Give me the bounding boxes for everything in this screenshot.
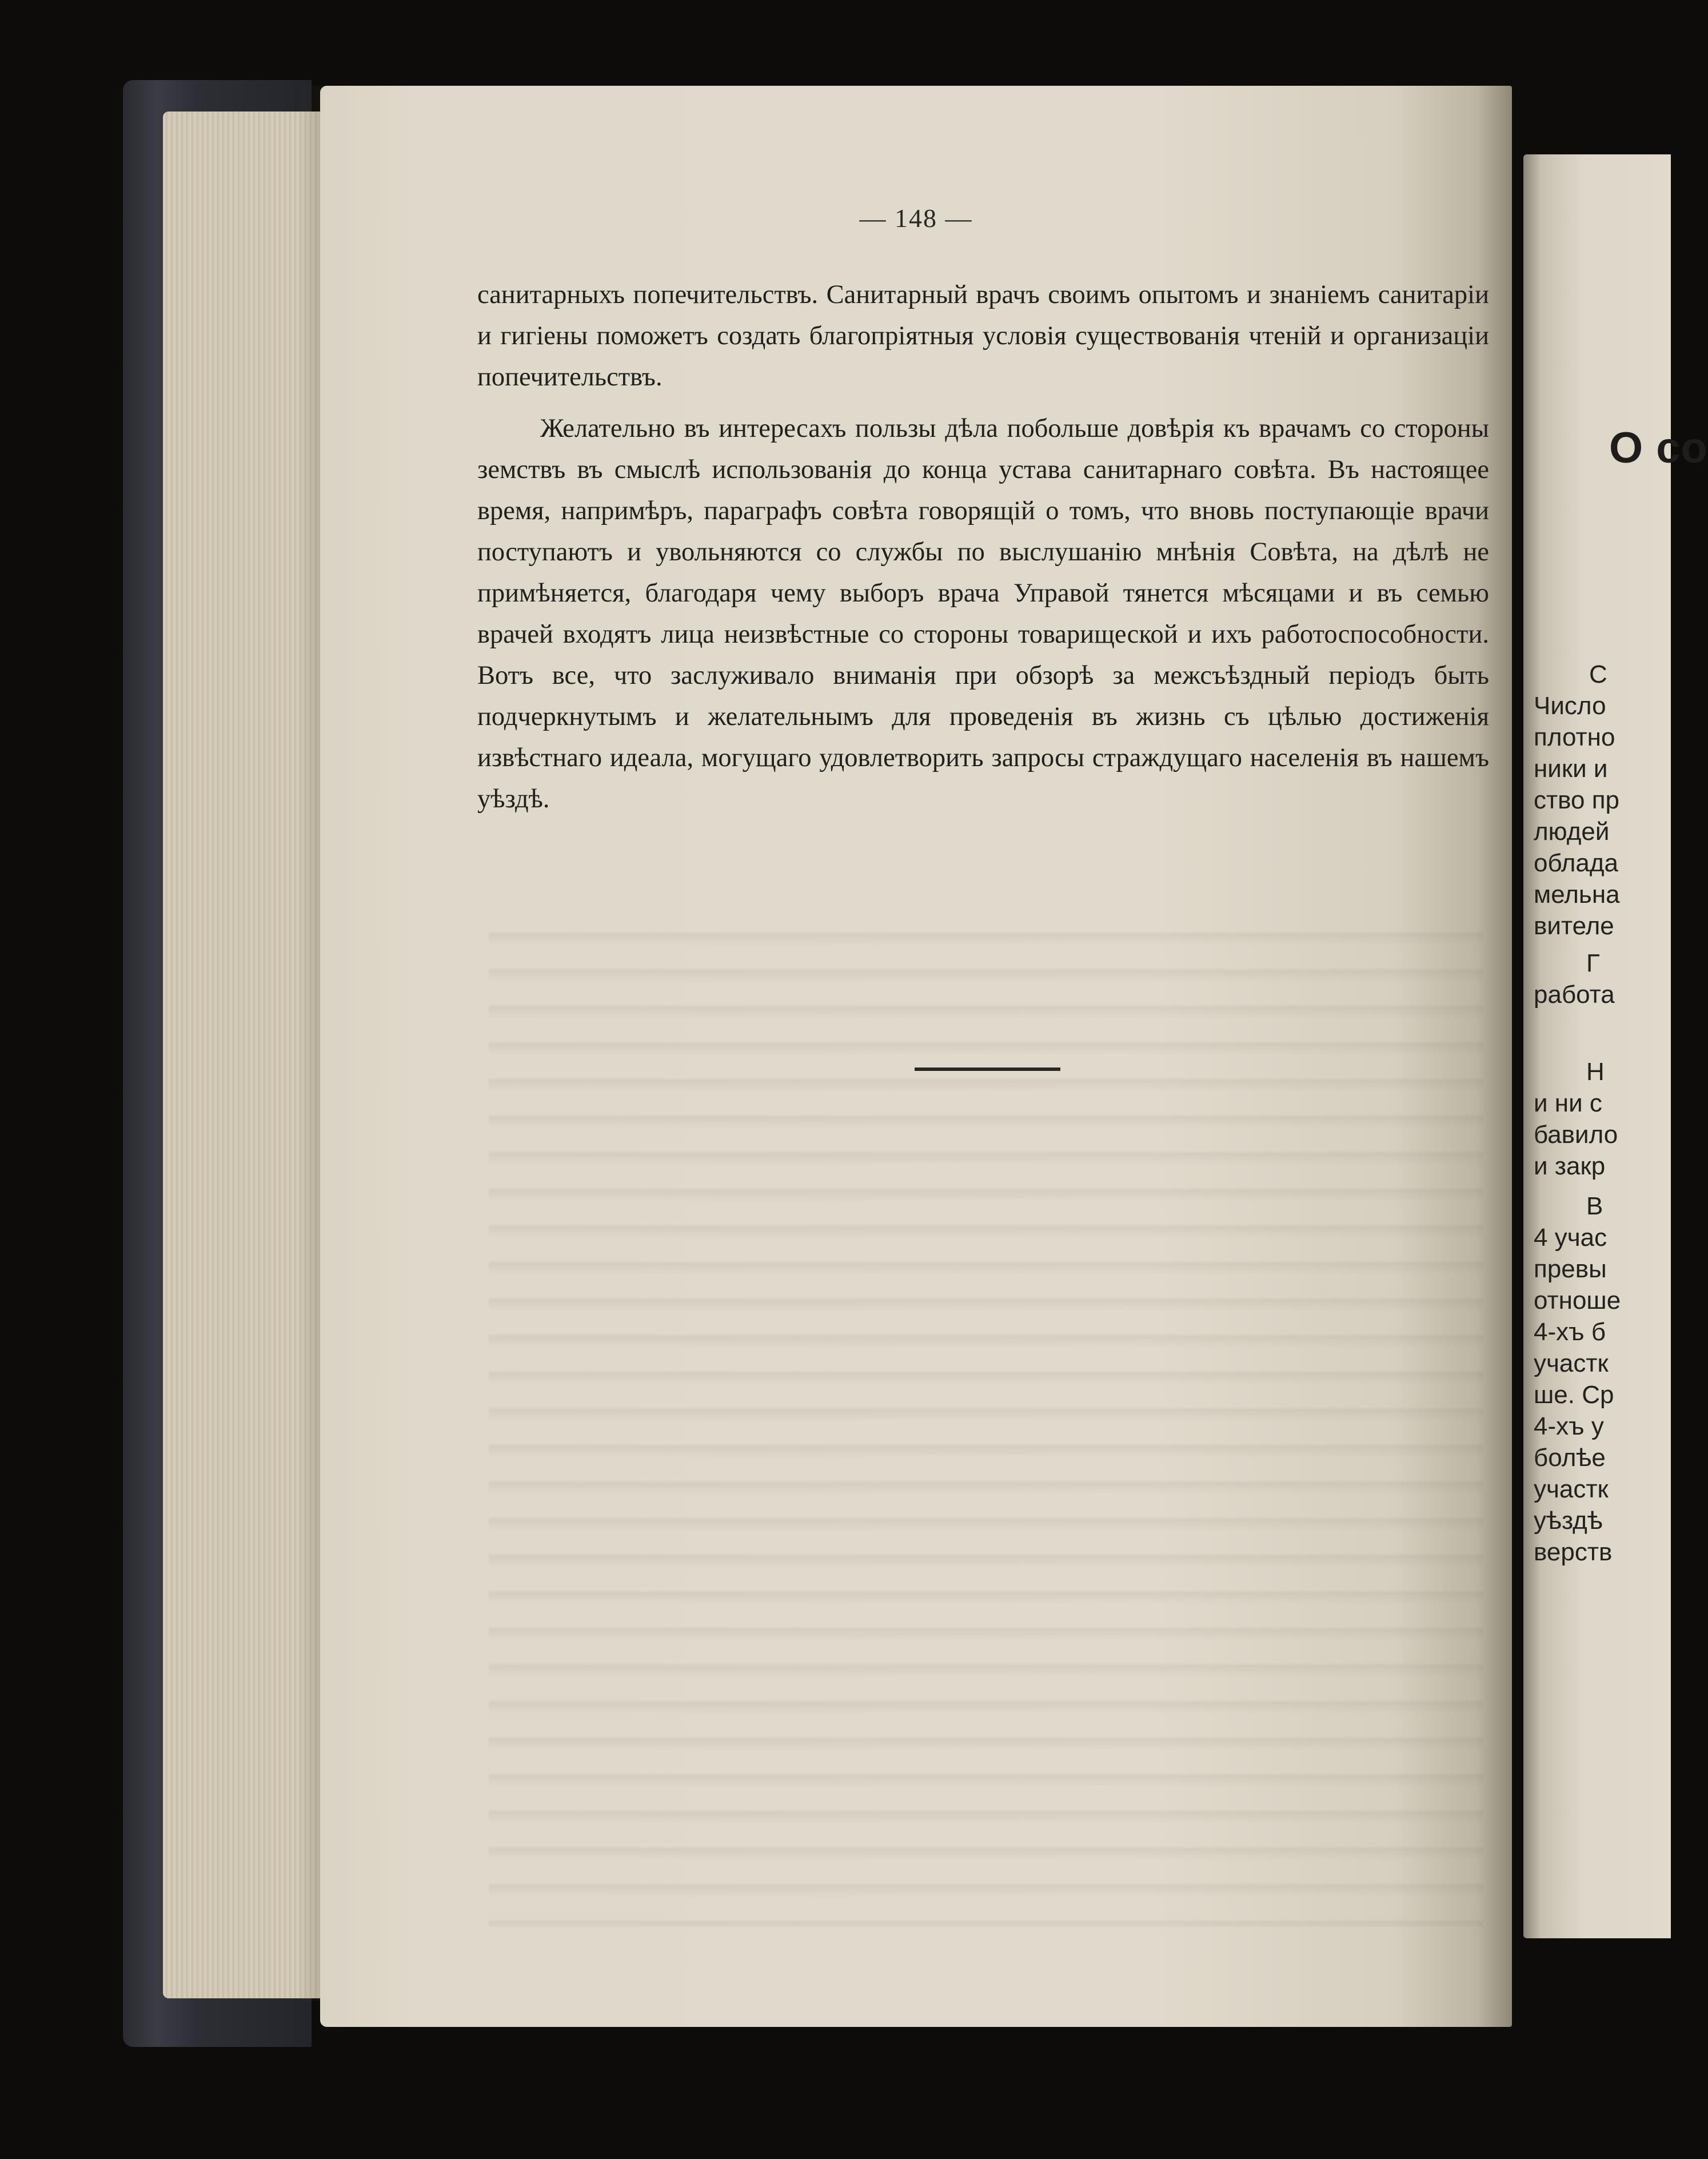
facing-page-line: 4-хъ у (1534, 1412, 1604, 1440)
page-number: — 148 — (859, 204, 973, 233)
body-text (477, 274, 1489, 830)
facing-page-line: ники и (1534, 755, 1608, 783)
paragraph-2: Желательно въ интересахъ пользы дѣла побольше довѣрія къ врачамъ со стороны земствъ въ смыслѣ использованія до конца устава санитарнаго совѣта. Въ настоящее время, напримѣръ, параграфъ совѣта говорящій о томъ, что вновь поступающіе врачи поступаютъ и увольняются со службы по выслушанію мнѣнія Совѣта, на дѣлѣ не примѣняется, благодаря чему выборъ врача Управой тянется мѣсяцами и въ семью врачей входятъ лица неизвѣстные со стороны товарищеской и ихъ работоспособности. Вотъ все, что заслуживало вниманія при обзорѣ за межсъѣздный періодъ быть подчеркнутымъ и желательнымъ для проведенія въ жизнь съ цѣлью достиженія извѣстнаго идеала, могущаго удовлетворить запросы страждущаго населенія въ нашемъ уѣздѣ. (477, 414, 1489, 814)
bleed-through-text (489, 909, 1483, 1927)
facing-page-line: В (1586, 1192, 1603, 1220)
facing-page-line: участк (1534, 1475, 1609, 1503)
section-divider (915, 1067, 1060, 1071)
paragraph-1: санитарныхъ попечительствъ. Санитарный врачъ своимъ опытомъ и знаніемъ санитаріи и гигіены поможетъ создать благопріятныя условія существованія чтеній и организаціи попечительствъ. (477, 280, 1489, 392)
facing-page-line: вителе (1534, 912, 1614, 940)
facing-page-line: плотно (1534, 723, 1615, 751)
facing-page-line: отноше (1534, 1286, 1621, 1314)
facing-page-line: работа (1534, 981, 1615, 1009)
facing-page-line: Число (1534, 692, 1606, 720)
facing-page-heading: О со (1609, 424, 1708, 472)
facing-page-line: ство пр (1534, 786, 1620, 814)
facing-page-line: людей (1534, 818, 1610, 846)
facing-page-line: и закр (1534, 1152, 1606, 1180)
facing-page-line: верств (1534, 1538, 1613, 1566)
book-page (320, 86, 1512, 2027)
facing-page-line: и ни с (1534, 1089, 1602, 1117)
facing-page-line: 4 учас (1534, 1224, 1607, 1252)
facing-page-line: С (1589, 660, 1607, 688)
facing-page-line: бавило (1534, 1121, 1618, 1149)
facing-page-line: уѣздѣ (1534, 1507, 1603, 1535)
facing-page-line: Г (1586, 949, 1600, 977)
facing-page-line: Н (1586, 1058, 1605, 1086)
facing-page-line: участк (1534, 1349, 1609, 1377)
facing-page-line: болѣе (1534, 1444, 1606, 1472)
facing-page-line: превы (1534, 1255, 1607, 1283)
facing-page-line: мельна (1534, 881, 1620, 909)
facing-page (1523, 154, 1708, 1938)
facing-page-line: 4-хъ б (1534, 1318, 1606, 1346)
facing-page-line: облада (1534, 849, 1618, 877)
facing-page-line: ше. Ср (1534, 1381, 1614, 1409)
